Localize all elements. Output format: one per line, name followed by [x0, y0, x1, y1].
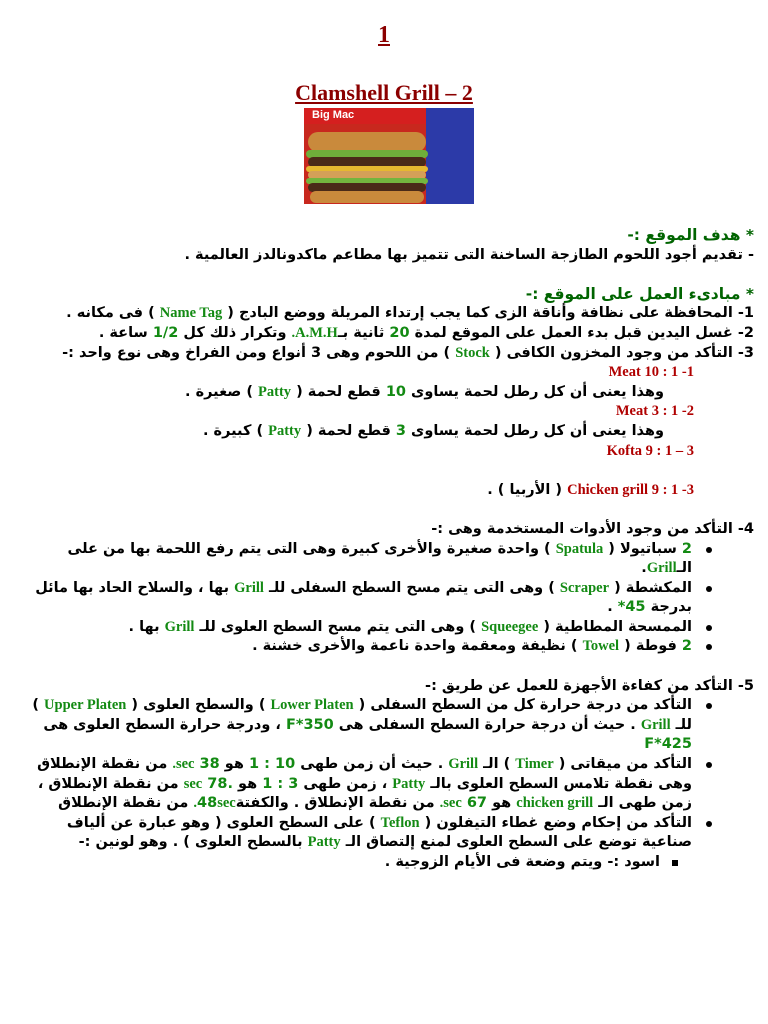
kofta-item: 3 – Kofta 9 : 1: [606, 442, 694, 459]
meat-10-item: 1- Meat 10 : 1: [608, 364, 694, 381]
page-title: Clamshell Grill – 2: [295, 80, 473, 105]
big-mac-image: [304, 108, 474, 204]
teflon-colors-list: [22, 853, 692, 873]
document-body: [22, 226, 754, 873]
tool-scraper: المكشطة ( Scraper ) وهى التى يتم مسح السطح السفلى للـ Grill بها ، والسلاح الحاد بها مائل بدرجة 45* .: [22, 579, 692, 618]
principles-heading: * مبادىء العمل على الموقع :-: [525, 284, 754, 303]
principle-5: 5- التأكد من كفاءة الأجهزة للعمل عن طريق :-: [425, 677, 754, 694]
goal-text: - تقديم أجود اللحوم الطازجة الساخنة التى تتميز بها مطاعم ماكدونالدز العالمية .: [184, 246, 754, 263]
tool-squeegee: الممسحة المطاطية ( Squeegee ) وهى التى يتم مسح السطح العلوى للـ Grill بها .: [22, 618, 692, 638]
meat-10-desc: وهذا يعنى أن كل رطل لحمة يساوى 10 قطع لحمة ( Patty ) صغيرة .: [185, 383, 664, 400]
principle-4: 4- التأكد من وجود الأدوات المستخدمة وهى :-: [431, 520, 754, 537]
meat-3-desc: وهذا يعنى أن كل رطل لحمة يساوى 3 قطع لحمة ( Patty ) كبيرة .: [202, 422, 664, 439]
check-timer: التأكد من ميقاتى ( Timer ) الـ Grill . حيث أن زمن طهى 10 : 1 هو 38 sec. من نقطة الإنطلاق وهى نقطة تلامس السطح العلوى بالـ Patty ، زمن طهى 3 : 1 هو .78 sec من نقطة الإنطلاق ، زمن طهى الـ chicken grill هو 67 sec. من نقطة الإنطلاق . والكفتة48sec. من نقطة الإنطلاق: [22, 755, 692, 814]
check-platen-temp: التأكد من درجة حرارة كل من السطح السفلى ( Lower Platen ) والسطح العلوى ( Upper Platen ) للـ Grill . حيث أن درجة حرارة السطح السفلى هى 350*F ، ودرجة حرارة السطح العلوى هى 425*F: [22, 696, 692, 755]
page-number: 1: [378, 22, 390, 48]
goal-heading: * هدف الموقع :-: [627, 226, 754, 244]
meat-3-item: 2- Meat 3 : 1: [615, 403, 694, 420]
name-tag-term: Name Tag: [159, 305, 223, 322]
tool-spatula: 2 سباتيولا ( Spatula ) واحدة صغيرة والأخرى كبيرة وهى التى يتم رفع اللحمة بها من على الـGrill.: [22, 540, 692, 579]
checks-list: [22, 696, 754, 872]
principle-1: 1- المحافظة على نظافة وأناقة الزى كما يجب إرتداء المريلة ووضع البادج ( Name Tag ) فى مكانه .: [66, 305, 754, 322]
chicken-item: 3- Chicken grill 9 : 1 ( الأربيا ) .: [487, 481, 694, 498]
tool-towel: 2 فوطة ( Towel ) نظيفة ومعقمة واحدة ناعمة والأخرى خشنة .: [22, 637, 692, 657]
tools-list: [22, 540, 754, 658]
principle-3: 3- التأكد من وجود المخزون الكافى ( Stock ) من اللحوم وهى 3 أنواع ومن الفراخ وهى نوع واحد :-: [62, 344, 754, 361]
image-label: Big Mac: [312, 109, 355, 121]
check-teflon: التأكد من إحكام وضع غطاء التيفلون ( Teflon ) على السطح العلوى ( وهو عبارة عن ألياف صناعية توضع على السطح العلوى لمنع إلتصاق الـ Patty بالسطح العلوى ) . وهو لونين :- اسود :- ويتم وضعة فى الأيام الزوجية .: [22, 814, 692, 873]
teflon-black: اسود :- ويتم وضعة فى الأيام الزوجية .: [22, 853, 660, 873]
principle-2: 2- غسل اليدين قبل بدء العمل على الموقع لمدة 20 ثانية بـA.M.H. وتكرار ذلك كل 1/2 ساعة .: [98, 324, 754, 341]
